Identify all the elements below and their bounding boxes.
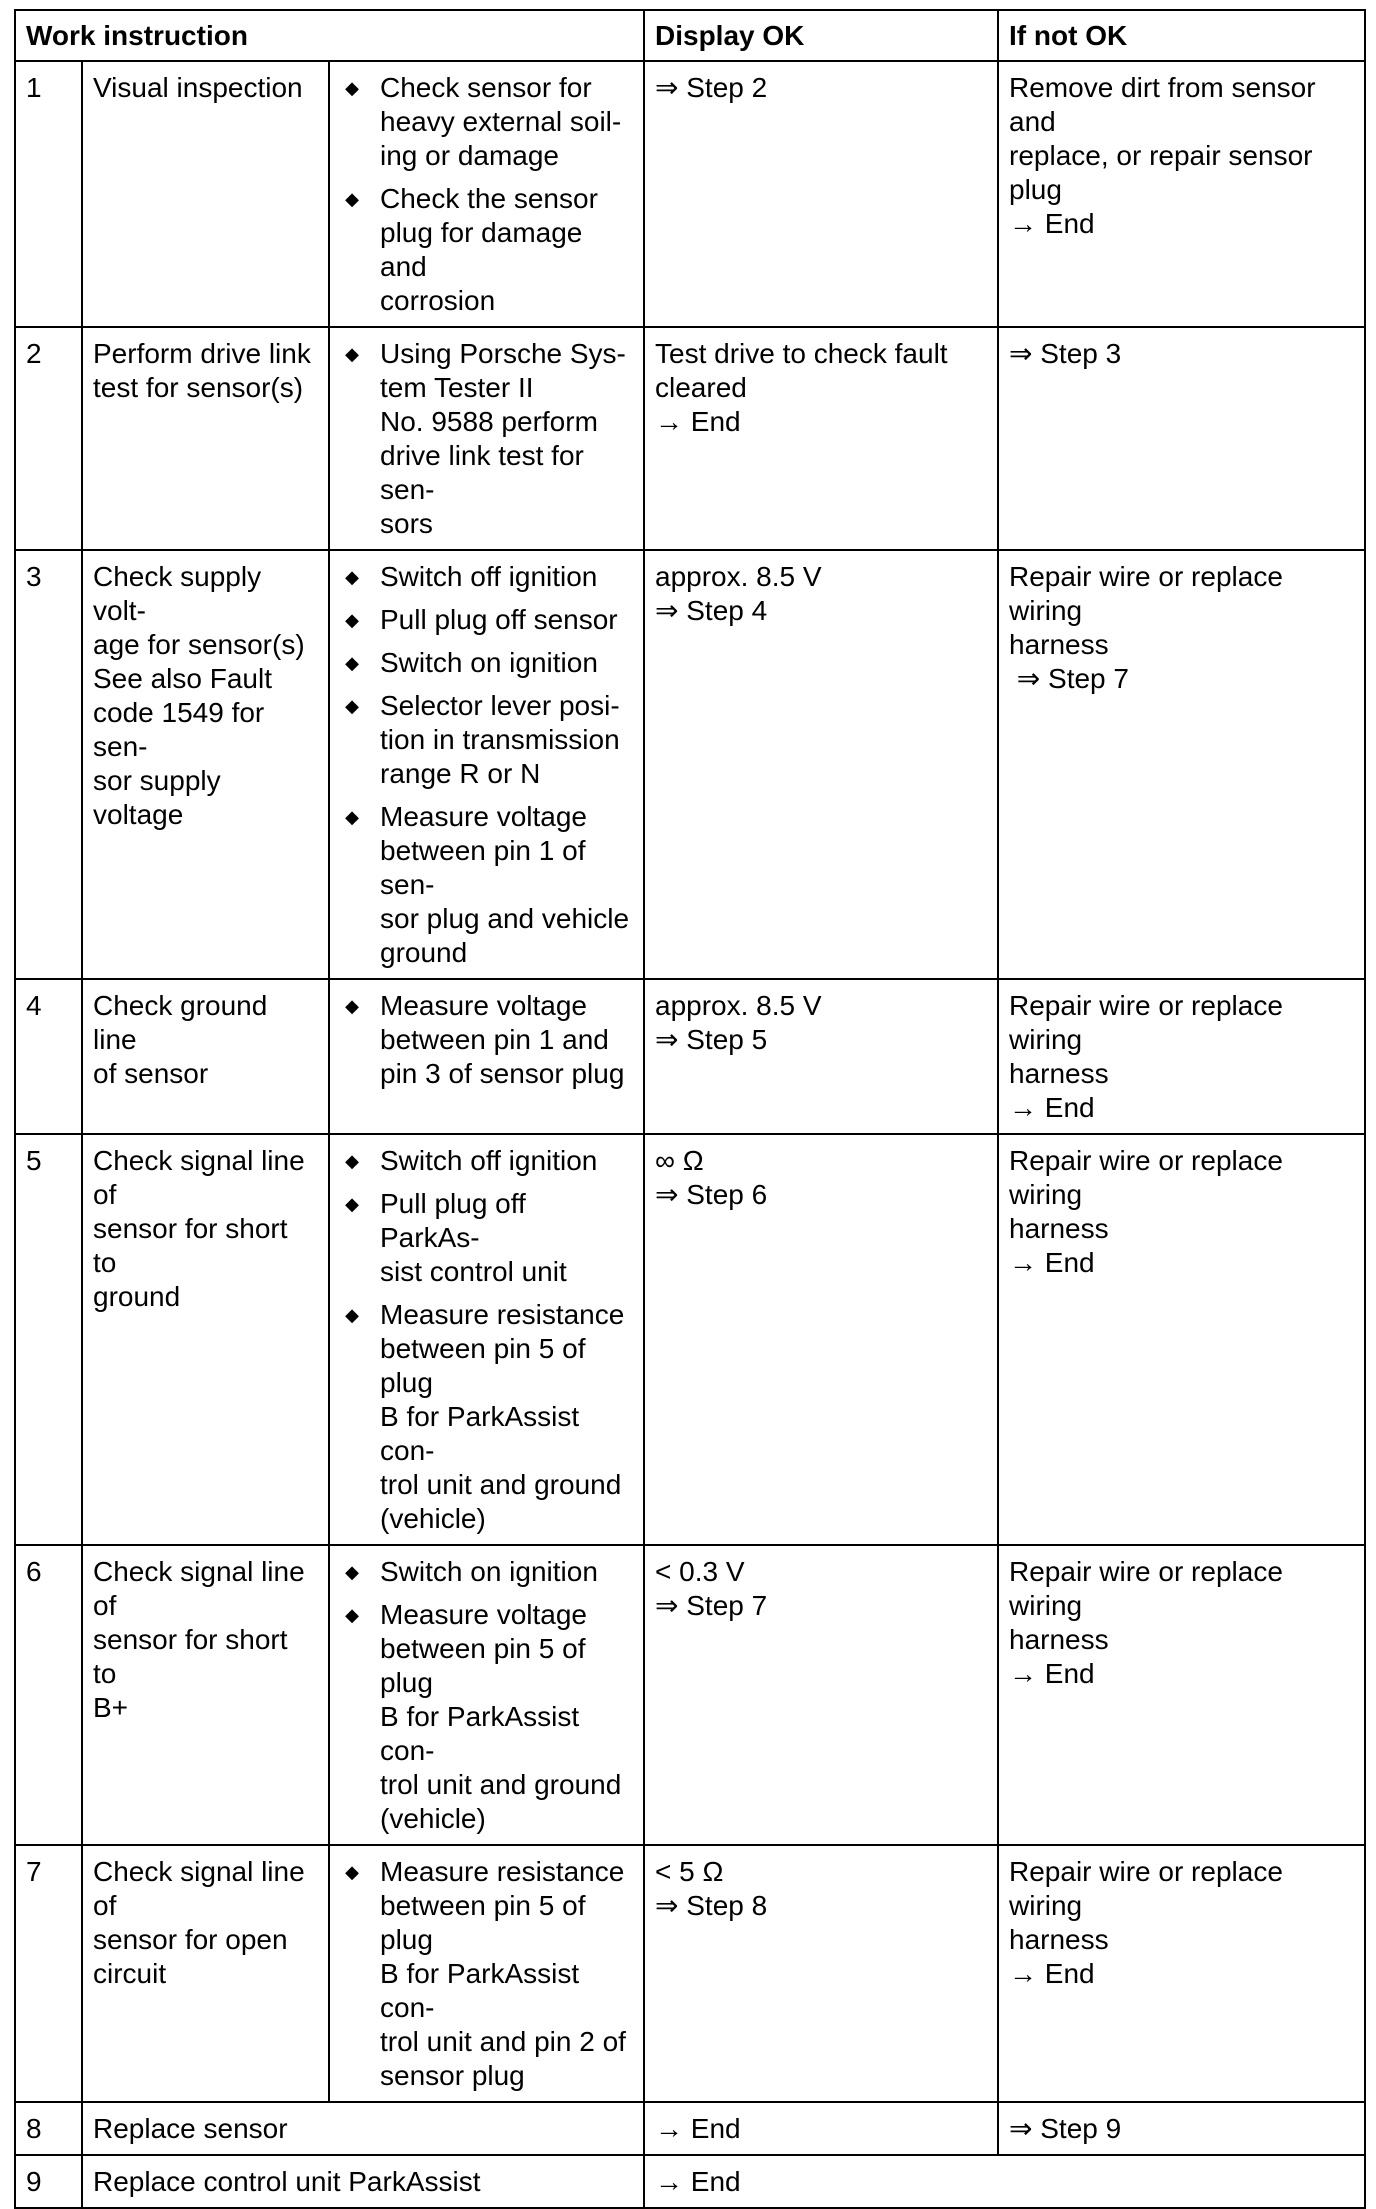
text-line: Perform drive link (93, 338, 311, 369)
action-list (340, 1555, 633, 1836)
text-line: circuit (93, 1958, 167, 1989)
text-line: Check signal line of (93, 1556, 313, 1621)
diamond-bullet-icon: ◆ (345, 1151, 359, 1171)
header-work-instruction: Work instruction (15, 10, 644, 61)
text-line: harness (1009, 1058, 1109, 1089)
text-line: sensor for short to (93, 1624, 296, 1689)
text-line: Switch off ignition (380, 1145, 598, 1176)
text-line: cleared (655, 372, 747, 403)
table-row-4 (15, 979, 1365, 1134)
table-row-3 (15, 550, 1365, 979)
action-item (340, 182, 633, 318)
text-line: Measure resistance (380, 1856, 625, 1887)
text-line: B for ParkAssist con- (380, 1958, 587, 2023)
text-line: trol unit and ground (380, 1469, 622, 1500)
step-title: Replace control unit ParkAssist (82, 2155, 644, 2208)
text-line: trol unit and ground (380, 1769, 622, 1800)
step-title (82, 979, 329, 1134)
table-row-1 (15, 61, 1365, 327)
table-row-2 (15, 327, 1365, 550)
text-line: Pull plug off sensor (380, 604, 618, 635)
text-line: No. 9588 perform (380, 406, 598, 437)
text-line: range R or N (380, 758, 541, 789)
display-ok-cell: → End (644, 2102, 998, 2155)
text-line: → End (1009, 1247, 1095, 1278)
text-line: trol unit and pin 2 of (380, 2026, 626, 2057)
text-line: (vehicle) (380, 1803, 486, 1834)
diamond-bullet-icon: ◆ (345, 1605, 359, 1625)
display-ok-cell (644, 979, 998, 1134)
display-ok-cell (644, 1545, 998, 1845)
text-line: → End (1009, 208, 1095, 239)
text-line: Test drive to check fault (655, 338, 948, 369)
text-line: B for ParkAssist con- (380, 1401, 587, 1466)
step-number: 1 (15, 61, 82, 327)
action-list (340, 1144, 633, 1536)
text-line: tion in transmission (380, 724, 620, 755)
step-title (82, 61, 329, 327)
if-not-ok-cell (998, 550, 1365, 979)
text-line: → End (1009, 1658, 1095, 1689)
action-item (340, 689, 633, 791)
diamond-bullet-icon: ◆ (345, 1862, 359, 1882)
text-line: ⇒ Step 2 (655, 72, 768, 103)
text-line: ⇒ Step 8 (655, 1890, 768, 1921)
text-line: replace, or repair sensor (1009, 140, 1313, 171)
action-item (340, 71, 633, 173)
action-item (340, 1298, 633, 1536)
step-number: 9 (15, 2155, 82, 2208)
action-item (340, 1187, 633, 1289)
text-line: heavy external soil- (380, 106, 622, 137)
text-line: See also Fault (93, 663, 272, 694)
step-number: 3 (15, 550, 82, 979)
text-line: Measure resistance (380, 1299, 625, 1330)
text-line: ground (380, 937, 468, 968)
text-line: between pin 5 of plug (380, 1633, 594, 1698)
work-instruction-document (14, 9, 1364, 2197)
if-not-ok-cell: ⇒ Step 9 (998, 2102, 1365, 2155)
text-line: Check supply volt- (93, 561, 269, 626)
text-line: Remove dirt from sensor and (1009, 72, 1324, 137)
text-line: ⇒ Step 3 (1009, 338, 1122, 369)
step-title (82, 1134, 329, 1545)
text-line: Check the sensor (380, 183, 598, 214)
diamond-bullet-icon: ◆ (345, 567, 359, 587)
action-list (340, 560, 633, 970)
text-line: Repair wire or replace wiring (1009, 1556, 1291, 1621)
text-line: sor plug and vehicle (380, 903, 630, 934)
text-line: Switch off ignition (380, 561, 598, 592)
table-header-row (15, 10, 1365, 61)
text-line: sor supply voltage (93, 765, 229, 830)
text-line: Measure voltage (380, 801, 588, 832)
text-line: Check ground line (93, 990, 276, 1055)
if-not-ok-cell (998, 979, 1365, 1134)
step-actions (329, 979, 644, 1134)
if-not-ok-cell (998, 327, 1365, 550)
action-item (340, 989, 633, 1091)
text-line: ∞ Ω (655, 1145, 704, 1176)
text-line: code 1549 for sen- (93, 697, 273, 762)
text-line: sors (380, 508, 433, 539)
text-line: Check signal line of (93, 1145, 313, 1210)
text-line: of sensor (93, 1058, 209, 1089)
display-ok-cell (644, 327, 998, 550)
text-line: < 5 Ω (655, 1856, 724, 1887)
step-number: 8 (15, 2102, 82, 2155)
text-line: Repair wire or replace wiring (1009, 990, 1291, 1055)
step-actions (329, 1134, 644, 1545)
text-line: Repair wire or replace wiring (1009, 1145, 1291, 1210)
action-list (340, 71, 633, 318)
display-ok-cell (644, 1134, 998, 1545)
text-line: harness (1009, 1924, 1109, 1955)
text-line: Measure voltage (380, 1599, 588, 1630)
action-item (340, 337, 633, 541)
text-line: harness (1009, 1624, 1109, 1655)
table-body (15, 61, 1365, 2208)
text-line: plug (1009, 174, 1062, 205)
text-line: < 0.3 V (655, 1556, 745, 1587)
step-number: 7 (15, 1845, 82, 2102)
step-title (82, 327, 329, 550)
text-line: Switch on ignition (380, 1556, 598, 1587)
text-line: Using Porsche Sys- (380, 338, 626, 369)
if-not-ok-cell (998, 1845, 1365, 2102)
if-not-ok-cell (998, 1134, 1365, 1545)
text-line: Repair wire or replace wiring (1009, 1856, 1291, 1921)
header-if-not-ok: If not OK (998, 10, 1365, 61)
text-line: tem Tester II (380, 372, 534, 403)
text-line: Pull plug off ParkAs- (380, 1188, 534, 1253)
text-line: test for sensor(s) (93, 372, 304, 403)
diamond-bullet-icon: ◆ (345, 1194, 359, 1214)
diamond-bullet-icon: ◆ (345, 189, 359, 209)
diamond-bullet-icon: ◆ (345, 1305, 359, 1325)
text-line: drive link test for sen- (380, 440, 592, 505)
text-line: sensor for short to (93, 1213, 296, 1278)
text-line: corrosion (380, 285, 496, 316)
text-line: ground (93, 1281, 181, 1312)
text-line: ⇒ Step 7 (1009, 663, 1129, 694)
action-list (340, 1855, 633, 2093)
text-line: between pin 1 of sen- (380, 835, 594, 900)
table-row-9 (15, 2155, 1365, 2208)
table-row-7 (15, 1845, 1365, 2102)
text-line: → End (1009, 1092, 1095, 1123)
text-line: approx. 8.5 V (655, 561, 822, 592)
action-item (340, 800, 633, 970)
text-line: Check signal line of (93, 1856, 313, 1921)
table-row-5 (15, 1134, 1365, 1545)
action-item (340, 1855, 633, 2093)
text-line: harness (1009, 1213, 1109, 1244)
text-line: ⇒ Step 6 (655, 1179, 768, 1210)
step-actions (329, 1545, 644, 1845)
table-row-6 (15, 1545, 1365, 1845)
diamond-bullet-icon: ◆ (345, 78, 359, 98)
display-ok-cell (644, 61, 998, 327)
text-line: (vehicle) (380, 1503, 486, 1534)
table-row-8 (15, 2102, 1365, 2155)
action-item (340, 646, 633, 680)
action-list (340, 989, 633, 1091)
text-line: between pin 1 and (380, 1024, 609, 1055)
text-line: sensor for open (93, 1924, 288, 1955)
diamond-bullet-icon: ◆ (345, 1562, 359, 1582)
text-line: ing or damage (380, 140, 560, 171)
text-line: Switch on ignition (380, 647, 598, 678)
step-actions (329, 550, 644, 979)
text-line: pin 3 of sensor plug (380, 1058, 625, 1089)
action-list (340, 337, 633, 541)
text-line: Measure voltage (380, 990, 588, 1021)
display-ok-cell (644, 1845, 998, 2102)
action-item (340, 560, 633, 594)
diamond-bullet-icon: ◆ (345, 996, 359, 1016)
if-not-ok-cell (998, 1545, 1365, 1845)
text-line: → End (655, 406, 741, 437)
text-line: sist control unit (380, 1256, 567, 1287)
text-line: harness (1009, 629, 1109, 660)
step-actions (329, 327, 644, 550)
text-line: approx. 8.5 V (655, 990, 822, 1021)
diamond-bullet-icon: ◆ (345, 344, 359, 364)
text-line: plug for damage and (380, 217, 591, 282)
diamond-bullet-icon: ◆ (345, 610, 359, 630)
text-line: between pin 5 of plug (380, 1333, 594, 1398)
step-number: 4 (15, 979, 82, 1134)
step-title (82, 550, 329, 979)
if-not-ok-cell (998, 61, 1365, 327)
text-line: B for ParkAssist con- (380, 1701, 587, 1766)
text-line: ⇒ Step 4 (655, 595, 768, 626)
text-line: between pin 5 of plug (380, 1890, 594, 1955)
text-line: Repair wire or replace wiring (1009, 561, 1291, 626)
action-item (340, 1555, 633, 1589)
diamond-bullet-icon: ◆ (345, 696, 359, 716)
text-line: Visual inspection (93, 72, 303, 103)
diamond-bullet-icon: ◆ (345, 807, 359, 827)
text-line: ⇒ Step 5 (655, 1024, 768, 1055)
text-line: Check sensor for (380, 72, 592, 103)
text-line: → End (1009, 1958, 1095, 1989)
text-line: sensor plug (380, 2060, 525, 2091)
action-item (340, 1144, 633, 1178)
text-line: age for sensor(s) (93, 629, 305, 660)
step-number: 5 (15, 1134, 82, 1545)
work-instruction-table (14, 9, 1366, 2209)
display-ok-cell: → End (644, 2155, 1365, 2208)
step-actions (329, 61, 644, 327)
text-line: B+ (93, 1692, 129, 1723)
diamond-bullet-icon: ◆ (345, 653, 359, 673)
step-number: 6 (15, 1545, 82, 1845)
text-line: ⇒ Step 7 (655, 1590, 768, 1621)
step-title (82, 1545, 329, 1845)
action-item (340, 1598, 633, 1836)
text-line: Selector lever posi- (380, 690, 620, 721)
header-display-ok: Display OK (644, 10, 998, 61)
step-number: 2 (15, 327, 82, 550)
step-actions (329, 1845, 644, 2102)
step-title (82, 1845, 329, 2102)
display-ok-cell (644, 550, 998, 979)
step-title: Replace sensor (82, 2102, 644, 2155)
action-item (340, 603, 633, 637)
